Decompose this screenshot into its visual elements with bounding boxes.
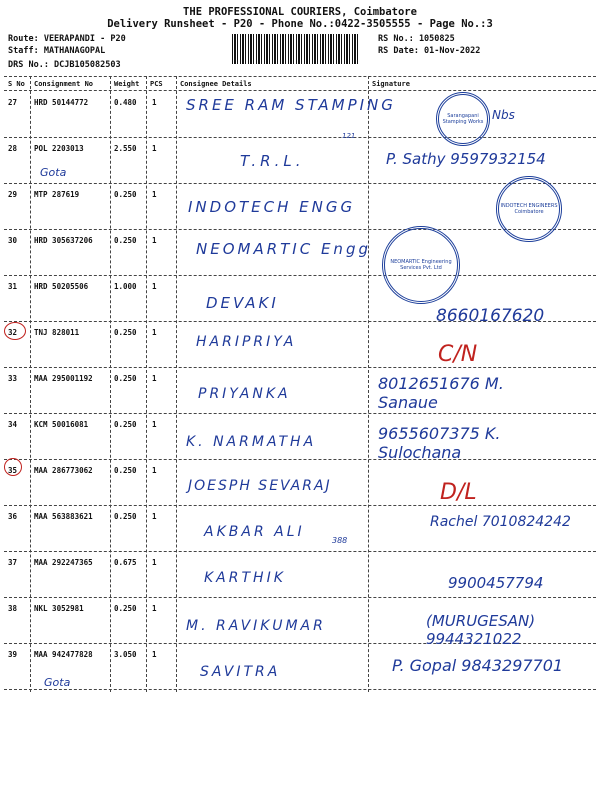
handwritten-note: Gota bbox=[44, 676, 71, 689]
cell-pcs: 1 bbox=[152, 328, 157, 337]
table-row bbox=[0, 322, 600, 368]
col-pcs: PCS bbox=[150, 80, 163, 88]
cell-pcs: 1 bbox=[152, 466, 157, 475]
handwritten-consignee: T.R.L. bbox=[240, 152, 305, 170]
handwritten-signature: Nbs bbox=[492, 108, 515, 122]
company-stamp: NEOMARTIC Engineering Services Pvt. Ltd bbox=[382, 226, 460, 304]
handwritten-consignee: PRIYANKA bbox=[198, 386, 291, 402]
cell-weight: 0.250 bbox=[114, 236, 137, 245]
cell-pcs: 1 bbox=[152, 512, 157, 521]
cell-weight: 0.250 bbox=[114, 420, 137, 429]
row-divider bbox=[4, 689, 596, 690]
cell-weight: 1.000 bbox=[114, 282, 137, 291]
cell-pcs: 1 bbox=[152, 236, 157, 245]
drs-number: DRS No.: DCJB105082503 bbox=[8, 60, 121, 70]
cell-consignment: MTP 287619 bbox=[34, 190, 80, 199]
cell-consignment: MAA 292247365 bbox=[34, 558, 93, 567]
table-header bbox=[0, 78, 600, 90]
cell-sno: 33 bbox=[8, 374, 18, 383]
handwritten-signature: 8012651676 M. Sanaue bbox=[378, 374, 504, 412]
col-sno: S No bbox=[8, 80, 25, 88]
cell-sno: 31 bbox=[8, 282, 18, 291]
handwritten-note: Gota bbox=[40, 166, 67, 179]
company-stamp: INDOTECH ENGINEERS Coimbatore bbox=[496, 176, 562, 242]
cell-sno: 39 bbox=[8, 650, 18, 659]
handwritten-consignee: HARIPRIYA bbox=[196, 334, 297, 350]
cell-sno: 30 bbox=[8, 236, 18, 245]
company-title: THE PROFESSIONAL COURIERS, Coimbatore bbox=[183, 6, 417, 18]
cell-pcs: 1 bbox=[152, 604, 157, 613]
handwritten-consignee: KARTHIK bbox=[204, 570, 286, 586]
company-stamp: Sarangapani Stamping Works bbox=[436, 92, 490, 146]
cell-weight: 0.675 bbox=[114, 558, 137, 567]
handwritten-note: 121 bbox=[342, 132, 356, 140]
handwritten-signature: Rachel 7010824242 bbox=[430, 514, 571, 530]
handwritten-consignee: K. NARMATHA bbox=[186, 434, 317, 450]
handwritten-signature: 9655607375 K. Sulochana bbox=[378, 424, 501, 462]
handwritten-consignee: AKBAR ALI bbox=[204, 524, 305, 540]
rs-date: RS Date: 01-Nov-2022 bbox=[378, 46, 481, 56]
cell-consignment: MAA 286773062 bbox=[34, 466, 93, 475]
cell-sno: 29 bbox=[8, 190, 18, 199]
red-circle-mark bbox=[4, 322, 26, 340]
cell-pcs: 1 bbox=[152, 420, 157, 429]
table-top-line bbox=[4, 76, 596, 77]
cell-weight: 2.550 bbox=[114, 144, 137, 153]
cell-pcs: 1 bbox=[152, 282, 157, 291]
cell-weight: 0.250 bbox=[114, 328, 137, 337]
col-consignment: Consignment No bbox=[34, 80, 94, 88]
cell-consignment: TNJ 828011 bbox=[34, 328, 80, 337]
cell-consignment: HRD 305637206 bbox=[34, 236, 93, 245]
cell-pcs: 1 bbox=[152, 558, 157, 567]
cell-pcs: 1 bbox=[152, 144, 157, 153]
cell-pcs: 1 bbox=[152, 650, 157, 659]
cell-pcs: 1 bbox=[152, 374, 157, 383]
header-divider bbox=[4, 90, 596, 91]
handwritten-consignee: M. RAVIKUMAR bbox=[186, 618, 326, 634]
handwritten-consignee: INDOTECH ENGG bbox=[188, 198, 356, 216]
route-label: Route: VEERAPANDI - P20 bbox=[8, 34, 126, 44]
handwritten-signature: (MURUGESAN) 9944321022 bbox=[426, 612, 536, 648]
col-signature: Signature bbox=[372, 80, 410, 88]
handwritten-consignee: DEVAKI bbox=[206, 294, 279, 312]
handwritten-signature: 9900457794 bbox=[448, 574, 544, 592]
cell-consignment: MAA 942477828 bbox=[34, 650, 93, 659]
cell-weight: 0.250 bbox=[114, 190, 137, 199]
cell-weight: 0.250 bbox=[114, 604, 137, 613]
cell-sno: 35 bbox=[8, 466, 18, 475]
handwritten-note: 388 bbox=[332, 536, 348, 545]
barcode bbox=[232, 34, 358, 64]
handwritten-consignee: NEOMARTIC Engg bbox=[196, 240, 371, 258]
cell-consignment: POL 2203013 bbox=[34, 144, 84, 153]
cell-consignment: KCM 50016081 bbox=[34, 420, 89, 429]
staff-label: Staff: MATHANAGOPAL bbox=[8, 46, 106, 56]
handwritten-status: D/L bbox=[440, 480, 477, 505]
cell-consignment: MAA 563883621 bbox=[34, 512, 93, 521]
cell-consignment: HRD 50205506 bbox=[34, 282, 89, 291]
handwritten-consignee: JOESPH SEVARAJ bbox=[188, 478, 332, 494]
rs-number: RS No.: 1050825 bbox=[378, 34, 455, 44]
cell-sno: 37 bbox=[8, 558, 18, 567]
runsheet-title: Delivery Runsheet - P20 - Phone No.:0422-3505555 - Page No.:3 bbox=[107, 18, 493, 30]
cell-weight: 3.050 bbox=[114, 650, 137, 659]
handwritten-status: C/N bbox=[438, 342, 478, 367]
red-circle-mark bbox=[4, 458, 22, 476]
cell-sno: 28 bbox=[8, 144, 18, 153]
cell-weight: 0.250 bbox=[114, 512, 137, 521]
cell-sno: 34 bbox=[8, 420, 18, 429]
cell-weight: 0.250 bbox=[114, 374, 137, 383]
cell-sno: 27 bbox=[8, 98, 18, 107]
col-consignee: Consignee Details bbox=[180, 80, 252, 88]
handwritten-signature: 8660167620 bbox=[436, 306, 545, 326]
cell-consignment: NKL 3052981 bbox=[34, 604, 84, 613]
handwritten-consignee: SAVITRA bbox=[200, 664, 281, 680]
col-weight: Weight bbox=[114, 80, 140, 88]
cell-weight: 0.480 bbox=[114, 98, 137, 107]
cell-sno: 36 bbox=[8, 512, 18, 521]
cell-consignment: HRD 50144772 bbox=[34, 98, 89, 107]
cell-consignment: MAA 295001192 bbox=[34, 374, 93, 383]
cell-pcs: 1 bbox=[152, 190, 157, 199]
handwritten-signature: P. Gopal 9843297701 bbox=[392, 656, 564, 675]
handwritten-consignee: SREE RAM STAMPING bbox=[186, 96, 396, 114]
cell-weight: 0.250 bbox=[114, 466, 137, 475]
cell-pcs: 1 bbox=[152, 98, 157, 107]
handwritten-signature: P. Sathy 9597932154 bbox=[386, 150, 546, 168]
cell-sno: 32 bbox=[8, 328, 18, 337]
cell-sno: 38 bbox=[8, 604, 18, 613]
